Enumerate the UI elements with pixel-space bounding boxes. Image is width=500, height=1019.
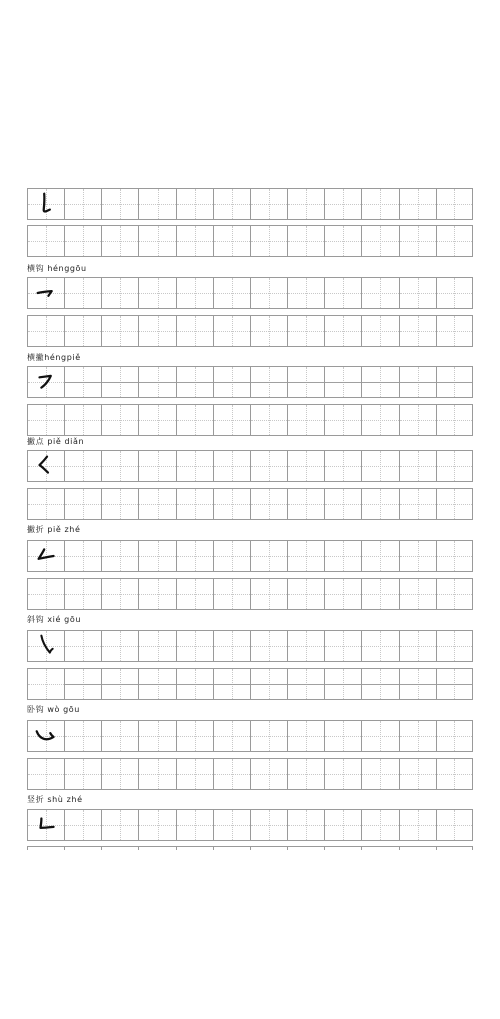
grid-cell-partial <box>27 846 64 850</box>
grid-cell <box>27 668 64 700</box>
grid-cell <box>324 450 361 482</box>
practice-row-1b <box>27 225 473 257</box>
grid-cell <box>436 225 473 257</box>
stroke-label-xie-gou: 斜钩 xié gōu <box>27 615 82 624</box>
grid-cell-partial <box>64 846 101 850</box>
grid-cell <box>287 404 324 436</box>
grid-cell <box>176 188 213 220</box>
grid-cell <box>250 809 287 841</box>
grid-cell <box>250 758 287 790</box>
grid-cell <box>176 809 213 841</box>
grid-cell <box>324 630 361 662</box>
grid-cell <box>324 540 361 572</box>
grid-cell <box>399 366 436 398</box>
grid-cell <box>436 366 473 398</box>
vertical-hook-stroke-icon <box>28 189 64 219</box>
grid-cell <box>361 315 398 347</box>
grid-cell <box>213 315 250 347</box>
grid-cell <box>213 188 250 220</box>
grid-cell-partial <box>324 846 361 850</box>
grid-cell <box>361 404 398 436</box>
horizontal-leftfall-stroke-icon <box>28 367 64 397</box>
grid-cell <box>64 366 101 398</box>
grid-cell <box>138 488 175 520</box>
grid-cell <box>101 668 138 700</box>
grid-cell <box>176 630 213 662</box>
grid-cell <box>324 188 361 220</box>
grid-cell <box>436 809 473 841</box>
grid-cell <box>138 540 175 572</box>
grid-cell <box>361 720 398 752</box>
grid-cell <box>64 630 101 662</box>
grid-cell <box>213 809 250 841</box>
grid-cell <box>250 668 287 700</box>
grid-cell <box>64 809 101 841</box>
grid-cell <box>361 668 398 700</box>
grid-cell <box>27 488 64 520</box>
grid-cell <box>250 450 287 482</box>
grid-cell <box>101 366 138 398</box>
grid-cell <box>436 668 473 700</box>
grid-cell-partial <box>436 846 473 850</box>
stroke-label-heng-pie: 横撇héngpiě <box>27 353 81 362</box>
grid-cell <box>101 578 138 610</box>
grid-cell <box>213 630 250 662</box>
grid-cell <box>399 404 436 436</box>
slanted-hook-stroke-icon <box>28 631 64 661</box>
grid-cell-partial <box>361 846 398 850</box>
grid-cell <box>361 366 398 398</box>
stroke-label-wo-gou: 卧钩 wò gōu <box>27 705 80 714</box>
grid-cell <box>138 720 175 752</box>
grid-cell <box>399 540 436 572</box>
grid-cell <box>361 758 398 790</box>
practice-row-3a <box>27 366 473 398</box>
horizontal-hook-stroke-icon <box>28 278 64 308</box>
grid-cell <box>213 366 250 398</box>
grid-cell <box>176 277 213 309</box>
practice-row-2a <box>27 277 473 309</box>
grid-cell <box>27 540 64 572</box>
grid-cell <box>250 315 287 347</box>
practice-row-4b <box>27 488 473 520</box>
grid-cell <box>324 720 361 752</box>
grid-cell <box>287 450 324 482</box>
grid-cell <box>213 540 250 572</box>
grid-cell <box>101 720 138 752</box>
grid-cell <box>287 315 324 347</box>
grid-cell <box>138 315 175 347</box>
grid-cell <box>64 277 101 309</box>
grid-cell <box>324 225 361 257</box>
grid-cell-partial <box>399 846 436 850</box>
practice-row-3b <box>27 404 473 436</box>
grid-cell <box>101 404 138 436</box>
grid-cell <box>287 809 324 841</box>
grid-cell <box>324 277 361 309</box>
grid-cell <box>399 809 436 841</box>
grid-cell <box>399 720 436 752</box>
grid-cell <box>213 225 250 257</box>
grid-cell <box>436 630 473 662</box>
grid-cell <box>64 450 101 482</box>
grid-cell <box>27 809 64 841</box>
grid-cell <box>250 188 287 220</box>
practice-row-4a <box>27 450 473 482</box>
grid-cell <box>287 668 324 700</box>
grid-cell <box>176 366 213 398</box>
grid-cell <box>64 578 101 610</box>
grid-cell <box>176 488 213 520</box>
grid-cell <box>324 758 361 790</box>
practice-row-2b <box>27 315 473 347</box>
grid-cell <box>27 578 64 610</box>
grid-cell <box>361 488 398 520</box>
grid-cell <box>27 315 64 347</box>
vertical-turn-stroke-icon <box>28 810 64 840</box>
grid-cell <box>436 404 473 436</box>
grid-cell <box>27 188 64 220</box>
grid-cell <box>213 450 250 482</box>
grid-cell <box>324 578 361 610</box>
grid-cell <box>399 277 436 309</box>
grid-cell <box>287 578 324 610</box>
grid-cell <box>138 668 175 700</box>
grid-cell <box>436 758 473 790</box>
grid-cell <box>138 578 175 610</box>
practice-row-7b <box>27 758 473 790</box>
grid-cell-partial <box>138 846 175 850</box>
grid-cell <box>436 720 473 752</box>
grid-cell <box>101 758 138 790</box>
stroke-label-pie-dian: 撇点 piě diǎn <box>27 437 85 446</box>
grid-cell <box>27 758 64 790</box>
grid-cell <box>176 404 213 436</box>
grid-cell <box>250 366 287 398</box>
grid-cell <box>138 758 175 790</box>
grid-cell <box>27 366 64 398</box>
grid-cell-partial <box>250 846 287 850</box>
grid-cell <box>250 720 287 752</box>
grid-cell-partial <box>101 846 138 850</box>
stroke-label-pie-zhe: 撇折 piě zhé <box>27 525 81 534</box>
grid-cell <box>101 450 138 482</box>
grid-cell <box>176 720 213 752</box>
grid-cell <box>250 404 287 436</box>
leftfall-turn-stroke-icon <box>28 541 64 571</box>
grid-cell <box>176 540 213 572</box>
grid-cell <box>101 540 138 572</box>
grid-cell <box>27 450 64 482</box>
grid-cell <box>213 277 250 309</box>
grid-cell <box>436 488 473 520</box>
lying-hook-stroke-icon <box>28 721 64 751</box>
grid-cell <box>213 720 250 752</box>
grid-cell <box>64 315 101 347</box>
grid-cell <box>64 720 101 752</box>
grid-cell <box>176 315 213 347</box>
grid-cell <box>361 630 398 662</box>
grid-cell <box>27 630 64 662</box>
grid-cell <box>436 277 473 309</box>
grid-cell <box>361 578 398 610</box>
grid-cell <box>101 315 138 347</box>
grid-cell <box>64 540 101 572</box>
grid-cell <box>250 540 287 572</box>
grid-cell <box>399 630 436 662</box>
grid-cell <box>361 188 398 220</box>
grid-cell <box>361 450 398 482</box>
grid-cell <box>361 540 398 572</box>
grid-cell <box>250 225 287 257</box>
grid-cell <box>27 404 64 436</box>
grid-cell <box>324 488 361 520</box>
grid-cell <box>287 225 324 257</box>
practice-row-5b <box>27 578 473 610</box>
grid-cell <box>287 720 324 752</box>
grid-cell <box>250 488 287 520</box>
grid-cell <box>213 668 250 700</box>
grid-cell <box>213 758 250 790</box>
grid-cell <box>138 630 175 662</box>
grid-cell <box>287 488 324 520</box>
grid-cell <box>213 488 250 520</box>
grid-cell <box>27 720 64 752</box>
grid-cell <box>399 488 436 520</box>
grid-cell <box>138 188 175 220</box>
grid-cell <box>324 404 361 436</box>
grid-cell <box>436 578 473 610</box>
grid-cell <box>399 668 436 700</box>
practice-row-6a <box>27 630 473 662</box>
grid-cell <box>101 277 138 309</box>
grid-cell <box>213 578 250 610</box>
practice-row-6b <box>27 668 473 700</box>
grid-cell <box>138 809 175 841</box>
grid-cell <box>64 225 101 257</box>
grid-cell <box>27 225 64 257</box>
grid-cell <box>64 188 101 220</box>
grid-cell <box>213 404 250 436</box>
grid-cell-partial <box>287 846 324 850</box>
grid-cell <box>64 404 101 436</box>
stroke-label-shu-zhe: 竖折 shù zhé <box>27 795 83 804</box>
grid-cell <box>101 488 138 520</box>
grid-cell <box>138 450 175 482</box>
grid-cell <box>324 809 361 841</box>
grid-cell <box>250 578 287 610</box>
practice-row-7a <box>27 720 473 752</box>
grid-cell <box>176 450 213 482</box>
grid-cell <box>287 540 324 572</box>
grid-cell <box>399 225 436 257</box>
grid-cell <box>138 404 175 436</box>
practice-row-partial <box>27 846 473 850</box>
grid-cell <box>101 809 138 841</box>
grid-cell <box>436 315 473 347</box>
grid-cell <box>287 758 324 790</box>
grid-cell-partial <box>176 846 213 850</box>
grid-cell <box>361 277 398 309</box>
grid-cell-partial <box>213 846 250 850</box>
grid-cell <box>287 188 324 220</box>
grid-cell <box>399 188 436 220</box>
grid-cell <box>27 277 64 309</box>
grid-cell <box>399 758 436 790</box>
grid-cell <box>287 630 324 662</box>
practice-row-8a <box>27 809 473 841</box>
grid-cell <box>287 277 324 309</box>
grid-cell <box>64 488 101 520</box>
grid-cell <box>250 630 287 662</box>
grid-cell <box>324 315 361 347</box>
grid-cell <box>64 758 101 790</box>
grid-cell <box>324 668 361 700</box>
grid-cell <box>250 277 287 309</box>
grid-cell <box>436 540 473 572</box>
grid-cell <box>361 225 398 257</box>
grid-cell <box>361 809 398 841</box>
grid-cell <box>436 188 473 220</box>
grid-cell <box>287 366 324 398</box>
grid-cell <box>101 630 138 662</box>
grid-cell <box>176 758 213 790</box>
grid-cell <box>138 225 175 257</box>
grid-cell <box>399 578 436 610</box>
grid-cell <box>436 450 473 482</box>
grid-cell <box>176 668 213 700</box>
grid-cell <box>399 315 436 347</box>
practice-row-5a <box>27 540 473 572</box>
practice-row-1a <box>27 188 473 220</box>
grid-cell <box>176 578 213 610</box>
grid-cell <box>101 225 138 257</box>
grid-cell <box>176 225 213 257</box>
grid-cell <box>399 450 436 482</box>
leftfall-dot-stroke-icon <box>28 451 64 481</box>
stroke-label-heng-gou: 横钩 hénggōu <box>27 264 87 273</box>
grid-cell <box>324 366 361 398</box>
grid-cell <box>138 366 175 398</box>
grid-cell <box>138 277 175 309</box>
grid-cell <box>64 668 101 700</box>
grid-cell <box>101 188 138 220</box>
